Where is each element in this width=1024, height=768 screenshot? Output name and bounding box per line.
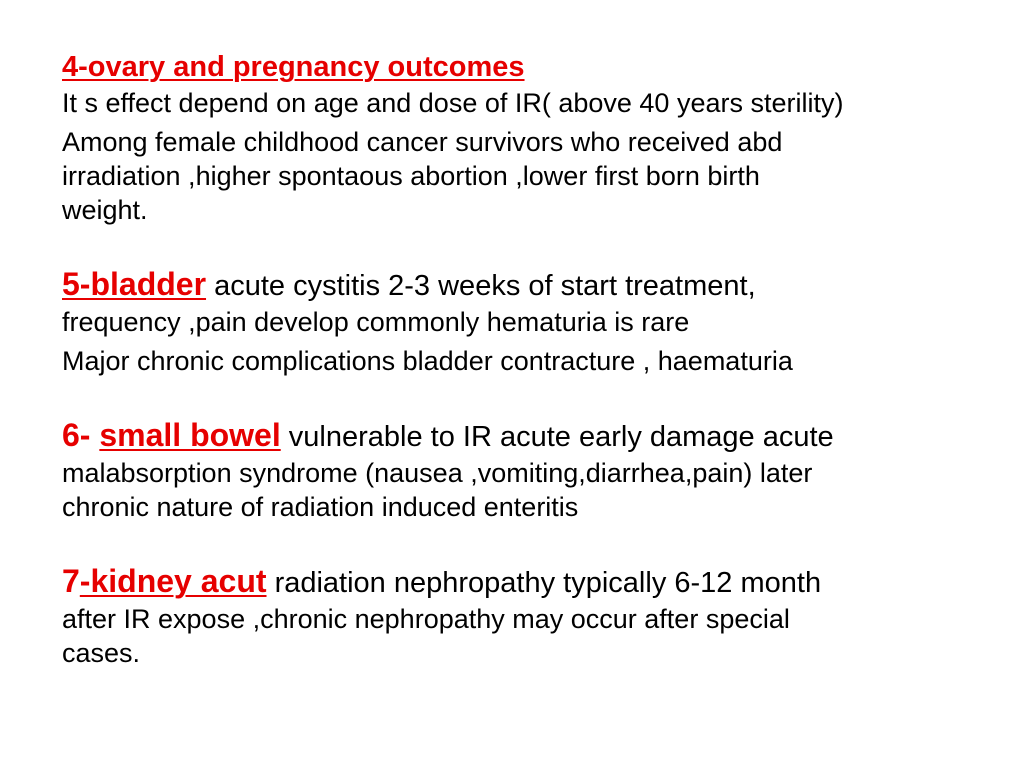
- section-kidney: [62, 562, 982, 670]
- slide-content: [62, 48, 982, 670]
- ovary-line-2: Among female childhood cancer survivors who received abd: [62, 127, 783, 157]
- kidney-heading: -kidney acut: [79, 563, 267, 599]
- kidney-line-1-text: radiation nephropathy typically 6-12 month: [266, 567, 822, 599]
- kidney-line-3: cases.: [62, 638, 141, 668]
- bowel-line-3: chronic nature of radiation induced enteritis: [62, 492, 579, 522]
- ovary-line-3: irradiation ,higher spontaous abortion ,lower first born birth: [62, 161, 760, 191]
- bowel-number: 6-: [62, 417, 100, 453]
- kidney-line-1: [62, 562, 982, 602]
- bowel-line-2: malabsorption syndrome (nausea ,vomiting,diarrhea,pain) later: [62, 458, 813, 488]
- kidney-line-2: after IR expose ,chronic nephropathy may occur after special: [62, 604, 790, 634]
- bowel-heading: small bowel: [99, 417, 281, 453]
- section-small-bowel: [62, 416, 982, 524]
- bladder-line-2: frequency ,pain develop commonly hematuria is rare: [62, 307, 690, 337]
- ovary-heading: 4-ovary and pregnancy outcomes: [62, 51, 525, 83]
- ovary-line-4: weight.: [62, 195, 148, 225]
- bladder-line-1-text: acute cystitis 2-3 weeks of start treatment,: [206, 270, 756, 302]
- ovary-heading-line: [62, 48, 982, 86]
- bladder-line-1: [62, 265, 982, 305]
- section-bladder: [62, 265, 982, 378]
- section-ovary: [62, 48, 982, 227]
- bowel-line-1: [62, 416, 982, 456]
- bladder-heading: 5-bladder: [62, 266, 207, 302]
- ovary-line-1: It s effect depend on age and dose of IR( above 40 years sterility): [62, 88, 844, 118]
- bowel-line-1-text: vulnerable to IR acute early damage acute: [280, 421, 834, 453]
- bladder-line-3: Major chronic complications bladder contracture , haematuria: [62, 346, 793, 376]
- kidney-number: 7: [62, 563, 80, 599]
